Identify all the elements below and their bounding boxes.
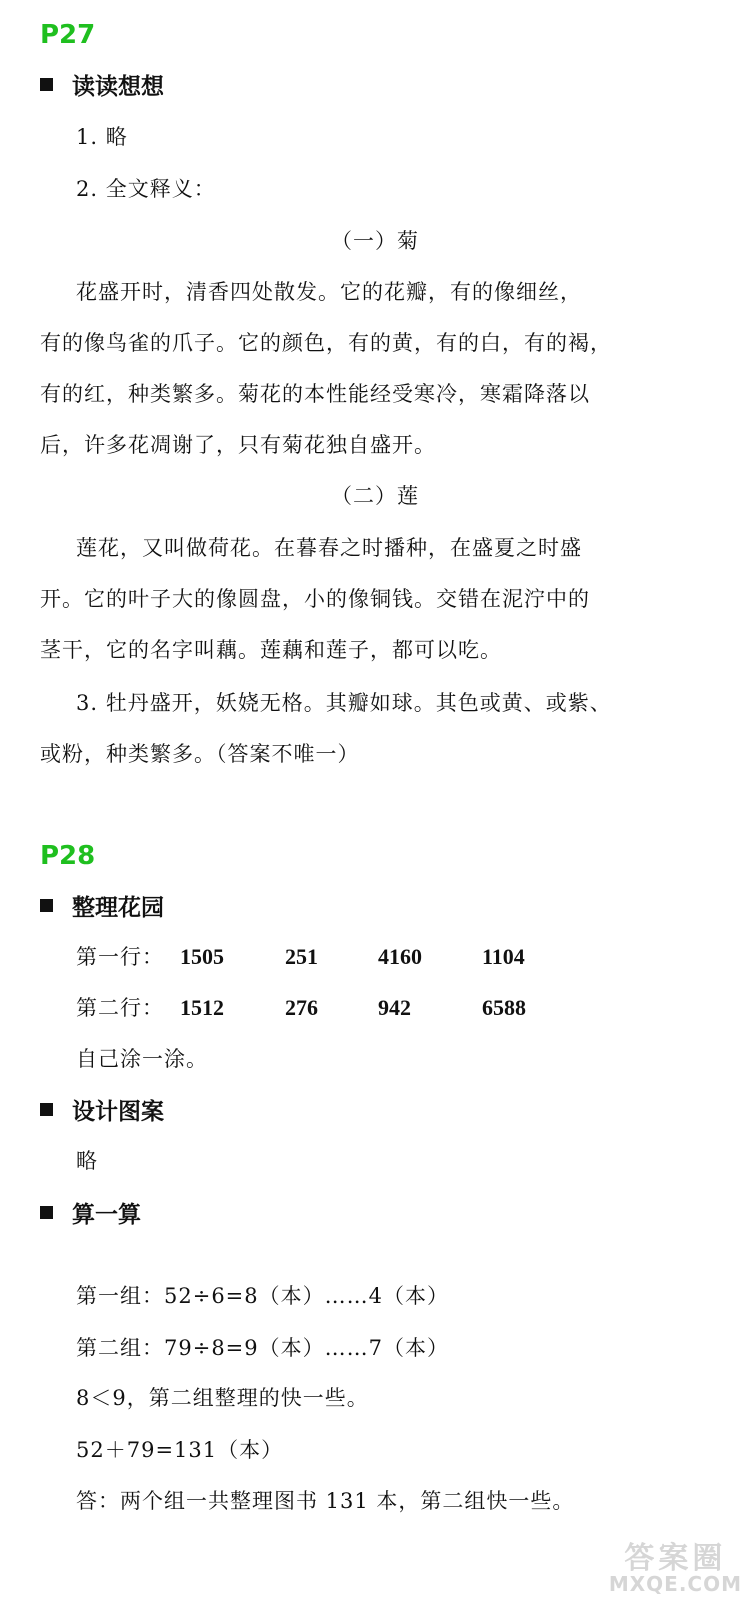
section-heading-design (40, 1101, 164, 1124)
garden-note: 自己涂一涂。 (76, 1047, 208, 1071)
section-heading-read-think (40, 76, 164, 99)
answer-item-3: 3. 牡丹盛开，妖娆无格。其瓣如球。其色或黄、或紫、 (76, 691, 612, 715)
paragraph-line: 有的红，种类繁多。菊花的本性能经受寒冷，寒霜降落以 (40, 382, 590, 406)
calc-line: 第二组：79÷8=9（本）……7（本） (76, 1336, 449, 1360)
row2-value: 1512 (180, 995, 224, 1020)
row2-value: 6588 (482, 995, 526, 1020)
calc-line: 52＋79=131（本） (76, 1438, 284, 1462)
row1-value: 4160 (378, 944, 422, 969)
row1-value: 1104 (482, 944, 525, 969)
paragraph-line: 后，许多花凋谢了，只有菊花独自盛开。 (40, 433, 436, 457)
paragraph-line: 开。它的叶子大的像圆盘，小的像铜钱。交错在泥泞中的 (40, 587, 590, 611)
section-title: 整理花园 (72, 895, 164, 921)
watermark-url: MXQE.COM (608, 1572, 742, 1596)
row1-value: 251 (285, 944, 318, 969)
section-heading-calc (40, 1204, 141, 1227)
design-answer: 略 (76, 1149, 98, 1173)
page-label-p28: P28 (40, 841, 96, 871)
paragraph-line: 茎干，它的名字叫藕。莲藕和莲子，都可以吃。 (40, 638, 502, 662)
bullet-square-icon (40, 899, 53, 912)
section-title: 读读想想 (72, 74, 164, 100)
answer-item-1: 1. 略 (76, 125, 128, 149)
watermark-text: 答案圈 (624, 1541, 727, 1576)
bullet-square-icon (40, 1103, 53, 1116)
row2-value: 276 (285, 995, 318, 1020)
paragraph-line: 莲花，又叫做荷花。在暮春之时播种，在盛夏之时盛 (76, 536, 582, 560)
bullet-square-icon (40, 78, 53, 91)
calc-answer: 答：两个组一共整理图书 131 本，第二组快一些。 (76, 1489, 575, 1513)
paragraph-line: 花盛开时，清香四处散发。它的花瓣，有的像细丝， (76, 280, 582, 304)
section-title: 算一算 (72, 1202, 141, 1228)
answer-item-3-continued: 或粉，种类繁多。（答案不唯一） (40, 742, 360, 766)
row1-value: 1505 (180, 944, 224, 969)
answer-item-2: 2. 全文释义： (76, 177, 216, 201)
row2-value: 942 (378, 995, 411, 1020)
calc-line: 8＜9，第二组整理的快一些。 (76, 1386, 369, 1410)
row-label-2: 第二行： (76, 996, 164, 1020)
paragraph-line: 有的像鸟雀的爪子。它的颜色，有的黄，有的白，有的褐， (40, 331, 612, 355)
poem-title-lotus: （二）莲 (331, 484, 419, 508)
bullet-square-icon (40, 1206, 53, 1219)
section-heading-garden (40, 897, 164, 920)
row-label-1: 第一行： (76, 945, 164, 969)
poem-title-chrysanthemum: （一）菊 (331, 229, 419, 253)
section-title: 设计图案 (72, 1099, 164, 1125)
watermark-logo (608, 1541, 742, 1596)
page-label-p27: P27 (40, 20, 96, 50)
calc-line: 第一组：52÷6=8（本）……4（本） (76, 1284, 449, 1308)
